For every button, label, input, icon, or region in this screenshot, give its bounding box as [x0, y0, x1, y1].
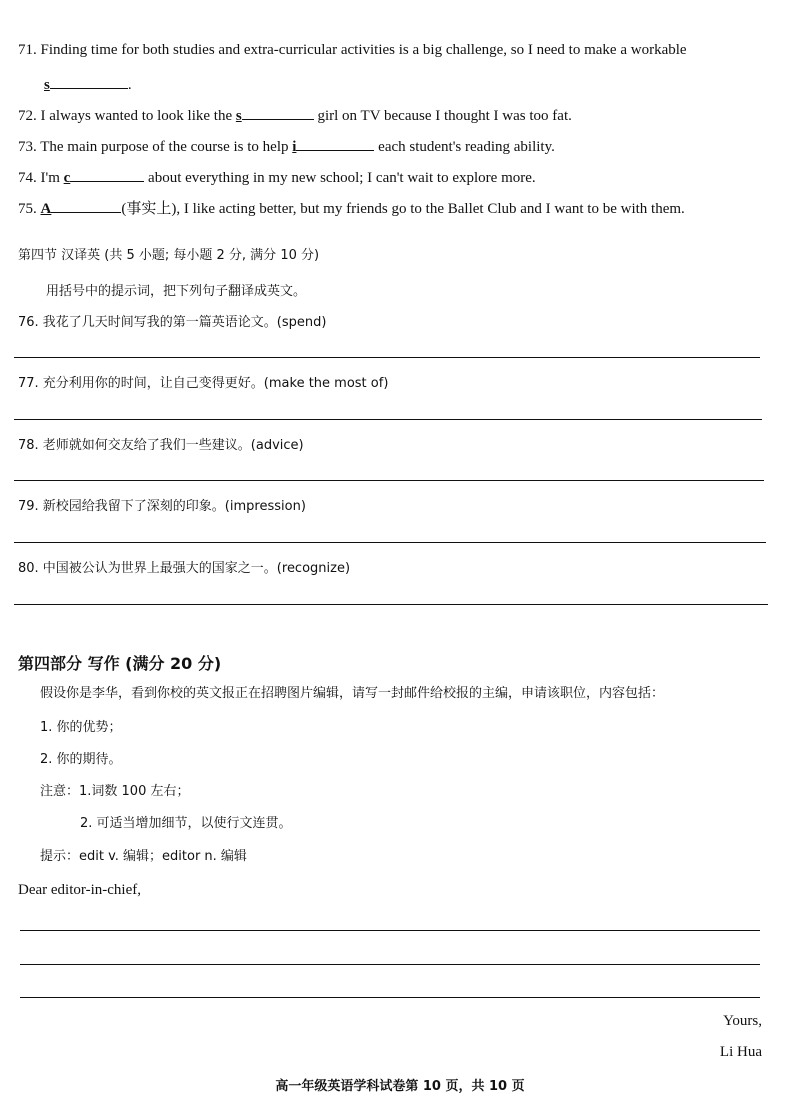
- question-79: 79. 新校园给我留下了深刻的印象。(impression): [18, 499, 306, 514]
- letter-greeting: Dear editor-in-chief,: [18, 882, 141, 898]
- question-74-hint: c: [63, 170, 71, 186]
- answer-line-79[interactable]: [14, 542, 766, 543]
- question-78: 78. 老师就如何交友给了我们一些建议。(advice): [18, 438, 304, 453]
- question-72: 72. I always wanted to look like the s girl on TV because I thought I was too fat.: [18, 103, 572, 126]
- answer-blank-72[interactable]: [242, 103, 314, 120]
- letter-signature: Li Hua: [719, 1044, 762, 1060]
- answer-line-76[interactable]: [14, 357, 760, 358]
- answer-line-77[interactable]: [14, 419, 762, 420]
- writing-note-2: 2. 可适当增加细节，以使行文连贯。: [80, 816, 292, 831]
- answer-blank-73[interactable]: [296, 134, 374, 151]
- writing-line-2[interactable]: [20, 964, 760, 965]
- page-footer: 高一年级英语学科试卷第 10 页，共 10 页: [275, 1079, 525, 1094]
- question-73-hint: i: [292, 139, 297, 155]
- part-4-title: 第四部分 写作 (满分 20 分): [18, 654, 222, 673]
- writing-point-2: 2. 你的期待。: [40, 752, 122, 767]
- question-73: 73. The main purpose of the course is to help i each student's reading ability.: [18, 134, 555, 157]
- question-72-hint: s: [235, 108, 242, 124]
- question-71-hint: s: [44, 77, 50, 93]
- answer-blank-75[interactable]: [51, 196, 121, 213]
- question-77: 77. 充分利用你的时间，让自己变得更好。(make the most of): [18, 376, 389, 391]
- answer-line-78[interactable]: [14, 480, 764, 481]
- writing-tip: 提示：edit v. 编辑；editor n. 编辑: [40, 849, 247, 864]
- section-4-instruction: 用括号中的提示词，把下列句子翻译成英文。: [46, 284, 307, 299]
- answer-blank-74[interactable]: [70, 165, 144, 182]
- writing-note-1: 注意：1.词数 100 左右；: [40, 784, 190, 799]
- question-75-hint: A: [40, 201, 52, 217]
- answer-blank-71[interactable]: [50, 72, 128, 89]
- question-71-answer: s .: [44, 72, 132, 95]
- question-71-text: 71. Finding time for both studies and extra-curricular activities is a big challenge, so I need to make a workable: [18, 42, 687, 58]
- section-4-title: 第四节 汉译英 (共 5 小题; 每小题 2 分, 满分 10 分): [18, 248, 320, 263]
- question-71: [18, 40, 687, 60]
- question-80: 80. 中国被公认为世界上最强大的国家之一。(recognize): [18, 561, 351, 576]
- question-74: 74. I'm c about everything in my new school; I can't wait to explore more.: [18, 165, 536, 188]
- writing-line-1[interactable]: [20, 930, 760, 931]
- writing-prompt: 假设你是李华，看到你校的英文报正在招聘图片编辑，请写一封邮件给校报的主编，申请该职位，内容包括：: [40, 686, 665, 701]
- writing-line-3[interactable]: [20, 997, 760, 998]
- writing-point-1: 1. 你的优势；: [40, 720, 122, 735]
- question-75: 75. A (事实上), I like acting better, but my friends go to the Ballet Club and I want to be with them.: [18, 196, 685, 219]
- question-76: 76. 我花了几天时间写我的第一篇英语论文。(spend): [18, 315, 327, 330]
- answer-line-80[interactable]: [14, 604, 768, 605]
- letter-closing: Yours,: [723, 1013, 762, 1029]
